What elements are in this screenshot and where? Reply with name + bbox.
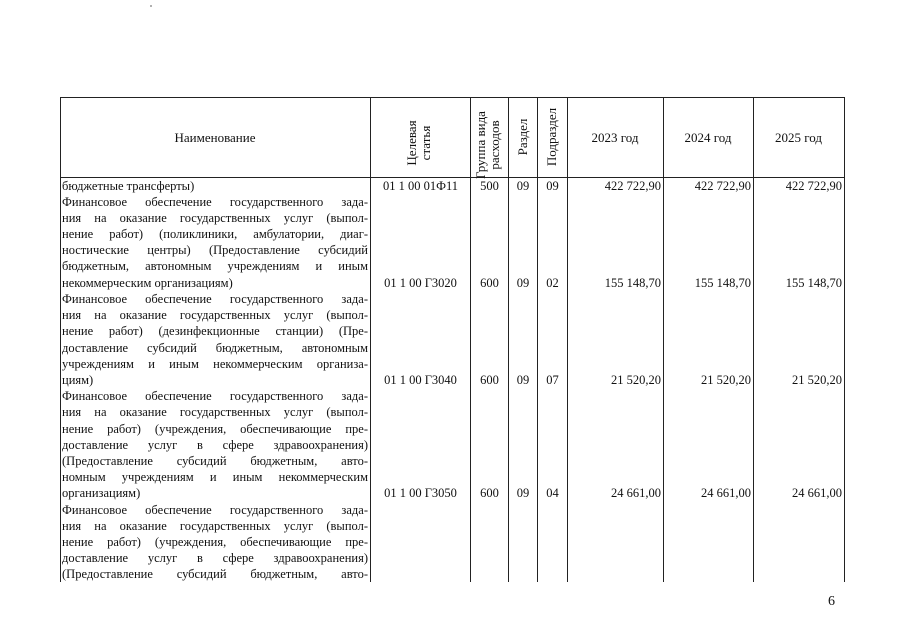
header-expense-group — [474, 105, 504, 185]
header-section — [516, 97, 530, 177]
cell-code: 01 1 00 Г3040 — [384, 373, 457, 387]
name-line: ния на оказание государственных услуг (выпол- — [62, 405, 368, 419]
name-line: бюджетным, автономным учреждениям и иным — [62, 259, 368, 273]
cell-2025: 21 520,20 — [792, 373, 842, 387]
name-line: ния на оказание государственных услуг (выпол- — [62, 211, 368, 225]
name-line: Финансовое обеспечение государственного зада- — [62, 389, 368, 403]
name-line: нение работ) (учреждения, обеспечивающие пре- — [62, 422, 368, 436]
name-line: бюджетные трансферты) — [62, 179, 195, 193]
cell-group: 500 — [480, 179, 499, 193]
name-line: некоммерческим организациям) — [62, 276, 233, 290]
col-border-2 — [470, 97, 471, 582]
cell-code: 01 1 00 Г3020 — [384, 276, 457, 290]
name-line: нение работ) (поликлиники, амбулатории, диаг- — [62, 227, 368, 241]
cell-2025: 24 661,00 — [792, 486, 842, 500]
cell-group: 600 — [480, 486, 499, 500]
scan-speck — [150, 5, 152, 7]
name-line: ностические центры) (Предоставление субсидий — [62, 243, 368, 257]
cell-2024: 21 520,20 — [701, 373, 751, 387]
name-line: организациям) — [62, 486, 141, 500]
col-border-1 — [370, 97, 371, 582]
name-line: учреждениям и иным некоммерческим организа- — [62, 357, 368, 371]
cell-2023: 155 148,70 — [604, 276, 661, 290]
name-line: ния на оказание государственных услуг (выпол- — [62, 308, 368, 322]
cell-2025: 155 148,70 — [785, 276, 842, 290]
cell-group: 600 — [480, 276, 499, 290]
cell-2025: 422 722,90 — [785, 179, 842, 193]
name-line: доставление субсидий бюджетным, автономным — [62, 341, 368, 355]
cell-2023: 24 661,00 — [611, 486, 661, 500]
header-target-article — [405, 103, 435, 183]
cell-subsection: 04 — [546, 486, 559, 500]
col-border-5 — [567, 97, 568, 582]
header-subsection — [545, 97, 559, 177]
header-2023: 2023 год — [591, 130, 639, 145]
col-border-6 — [663, 97, 664, 582]
cell-code: 01 1 00 Г3050 — [384, 486, 457, 500]
name-line: доставление услуг в сфере здравоохранения) — [62, 438, 368, 452]
cell-section: 09 — [516, 276, 530, 290]
col-border-3 — [508, 97, 509, 582]
header-section-text: Раздел — [515, 118, 530, 156]
cell-code: 01 1 00 01Ф11 — [382, 179, 459, 193]
col-border-0 — [60, 97, 61, 582]
name-line: номным учреждениям и иным некоммерческим — [62, 470, 368, 484]
page-number: 6 — [828, 594, 835, 609]
cell-2024: 422 722,90 — [694, 179, 751, 193]
header-target-article-text: Целевая статья — [404, 120, 433, 166]
name-line: нение работ) (дезинфекционные станции) (Пре- — [62, 324, 368, 338]
cell-section: 09 — [516, 373, 530, 387]
table-top-border — [60, 97, 845, 98]
name-line: Финансовое обеспечение государственного зада- — [62, 503, 368, 517]
cell-section: 09 — [516, 179, 530, 193]
name-line: (Предоставление субсидий бюджетным, авто- — [62, 567, 368, 581]
col-border-7 — [753, 97, 754, 582]
col-border-4 — [537, 97, 538, 582]
header-expense-group-text: Группа вида расходов — [473, 111, 502, 179]
header-2025: 2025 год — [775, 130, 822, 145]
name-line: ния на оказание государственных услуг (выпол- — [62, 519, 368, 533]
name-line: циям) — [62, 373, 94, 387]
name-line: Финансовое обеспечение государственного зада- — [62, 292, 368, 306]
name-line: Финансовое обеспечение государственного зада- — [62, 195, 368, 209]
cell-2024: 155 148,70 — [694, 276, 751, 290]
cell-section: 09 — [516, 486, 530, 500]
header-subsection-text: Подраздел — [544, 107, 559, 167]
name-line: (Предоставление субсидий бюджетным, авто- — [62, 454, 368, 468]
header-name: Наименование — [174, 130, 256, 145]
cell-subsection: 07 — [546, 373, 559, 387]
col-border-8 — [844, 97, 845, 582]
name-line: нение работ) (учреждения, обеспечивающие пре- — [62, 535, 368, 549]
header-2024: 2024 год — [684, 130, 732, 145]
cell-group: 600 — [480, 373, 499, 387]
cell-2024: 24 661,00 — [701, 486, 751, 500]
cell-2023: 21 520,20 — [611, 373, 661, 387]
cell-subsection: 09 — [546, 179, 559, 193]
cell-subsection: 02 — [546, 276, 559, 290]
cell-2023: 422 722,90 — [604, 179, 661, 193]
name-line: доставление услуг в сфере здравоохранения) — [62, 551, 368, 565]
